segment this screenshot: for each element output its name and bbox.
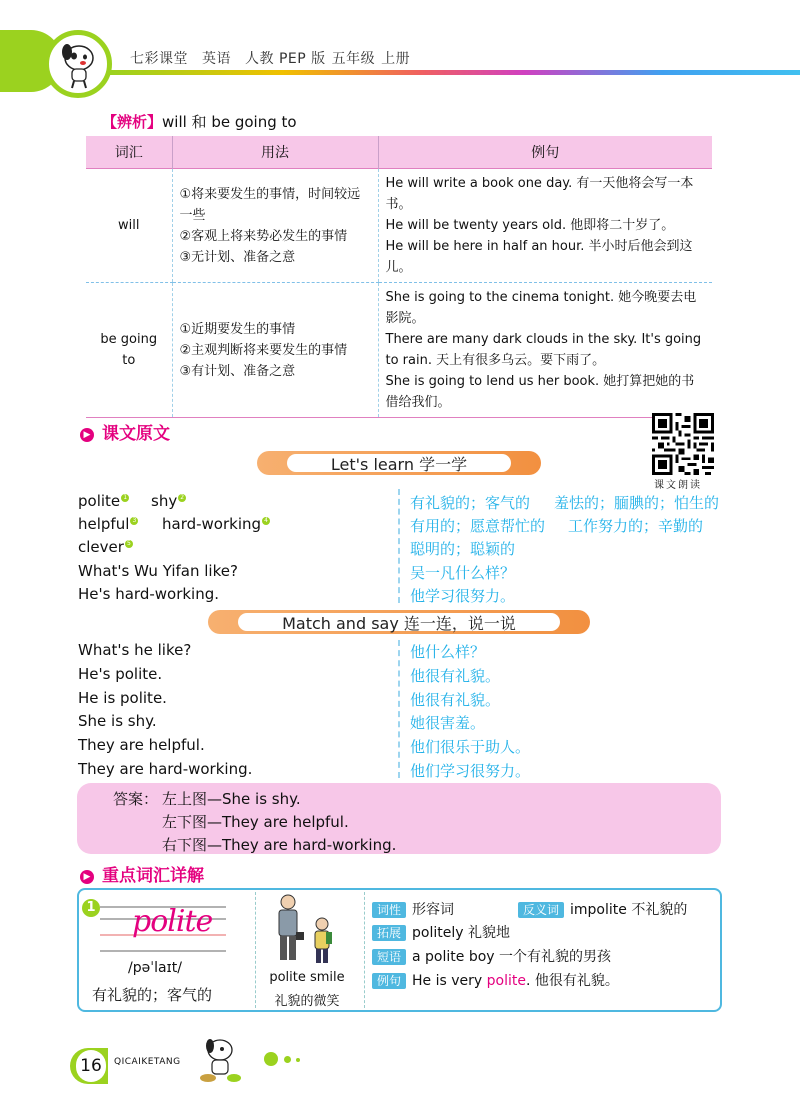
vocab-word: shy: [151, 492, 178, 510]
lets-learn-banner: [257, 451, 541, 475]
answer-sentence: They are helpful.: [222, 813, 349, 831]
translation: 他学习很努力。: [410, 587, 516, 605]
phrase-tag: 短语: [372, 949, 406, 965]
column-divider: [398, 640, 400, 778]
pos-tag: 词性: [372, 902, 406, 918]
footer-dot: [296, 1058, 300, 1062]
footer-dot: [284, 1056, 291, 1063]
header-series: 七彩课堂: [130, 51, 188, 67]
bianxi-heading: [102, 111, 297, 132]
example-line: She is going to the cinema tonight. 她今晚要去电影院。: [385, 290, 697, 326]
antonym-tag: 反义词: [518, 902, 564, 918]
vocab-entry: [78, 538, 133, 556]
header-subject: 英语: [202, 51, 231, 67]
page-number: 16: [76, 1050, 106, 1082]
header-grade: 五年级: [331, 51, 376, 67]
banner-text: Match and say 连一连，说一说: [282, 614, 516, 633]
translation: 他什么样？: [410, 643, 486, 661]
usage-line: ②主观判断将来要发生的事情: [179, 342, 348, 358]
usage-line: ③无计划、准备之意: [179, 249, 296, 265]
sentence: He's polite.: [78, 665, 163, 683]
footer-brand: QICAIKETANG: [114, 1057, 181, 1067]
usage-line: ②客观上将来势必发生的事情: [179, 228, 348, 244]
table-header-example: 例句: [378, 136, 712, 169]
answer-line: [162, 788, 301, 809]
vocab-phrase-row: [372, 946, 611, 966]
table-examples: [378, 283, 712, 418]
comparison-table: [86, 136, 712, 418]
sentence: She is shy.: [78, 712, 157, 730]
translation: 羞怯的；腼腆的；怕生的: [554, 494, 720, 512]
vocab-number-badge: 1: [82, 899, 100, 917]
usage-line: ③有计划、准备之意: [179, 363, 296, 379]
sentence: They are helpful.: [78, 736, 205, 754]
bianxi-bracket: 【辨析】: [102, 113, 163, 131]
table-term: will: [86, 169, 172, 283]
table-row: [86, 283, 712, 418]
translation: 她很害羞。: [410, 714, 486, 732]
answer-position: 左上图—: [162, 790, 223, 808]
answer-position: 右下图—: [162, 836, 223, 854]
example-highlight: polite: [486, 973, 526, 989]
vocab-example-row: [372, 970, 619, 990]
translation: 聪明的；聪颖的: [410, 540, 516, 558]
header-volume: 上册: [381, 51, 411, 67]
section-title: 重点词汇详解: [102, 866, 204, 886]
example-text: . 他很有礼貌。: [525, 973, 619, 989]
answer-label: 答案：: [113, 790, 159, 808]
table-header-usage: 用法: [172, 136, 378, 169]
note-number: 1: [121, 494, 129, 502]
table-header-term: 词汇: [86, 136, 172, 169]
phrase-value: a polite boy 一个有礼貌的男孩: [412, 949, 612, 965]
vocab-pos-row: [372, 899, 454, 919]
translation: 工作努力的；辛勤的: [568, 517, 704, 535]
ext-value: politely 礼貌地: [412, 925, 510, 941]
usage-line: ①将来要发生的事情，时间较远一些: [179, 186, 361, 223]
sentence: He is polite.: [78, 689, 167, 707]
note-number: 2: [178, 494, 186, 502]
table-examples: [378, 169, 712, 283]
sentence: He's hard-working.: [78, 585, 220, 603]
play-icon: ▶: [80, 870, 94, 884]
note-number: 3: [130, 517, 138, 525]
note-number: 4: [262, 517, 270, 525]
sentence: They are hard-working.: [78, 760, 253, 778]
header-edition: 人教 PEP 版: [245, 51, 326, 67]
qr-caption: 课文朗读: [654, 480, 702, 491]
header-title: [130, 48, 424, 68]
section-heading-text: [80, 419, 170, 444]
example-tag: 例句: [372, 973, 406, 989]
example-text: He is very: [412, 973, 487, 989]
table-usage: [172, 283, 378, 418]
note-number: 5: [125, 540, 133, 548]
table-row: [86, 169, 712, 283]
translation: 他们学习很努力。: [410, 762, 531, 780]
answer-position: 左下图—: [162, 813, 223, 831]
sentence: What's he like?: [78, 641, 192, 659]
qr-code-icon[interactable]: [652, 413, 714, 475]
card-divider: [255, 892, 256, 1008]
vocab-entry: [78, 515, 138, 533]
vocab-word: hard-working: [162, 515, 262, 533]
banner-text: Let's learn 学一学: [330, 455, 468, 474]
table-usage: [172, 169, 378, 283]
vocab-ext-row: [372, 922, 510, 942]
card-divider: [364, 892, 365, 1008]
footer-mascot-icon: [196, 1034, 246, 1084]
answer-line: [162, 834, 396, 855]
answer-sentence: She is shy.: [222, 790, 301, 808]
table-term: be going to: [86, 283, 172, 418]
translation: 有礼貌的；客气的: [410, 494, 531, 512]
vocab-entry: [78, 492, 129, 510]
translation: 他们很乐于助人。: [410, 738, 531, 756]
usage-line: ①近期要发生的事情: [179, 321, 296, 337]
translation: 有用的；愿意帮忙的: [410, 517, 546, 535]
pos-value: 形容词: [412, 902, 455, 918]
header-rainbow-bar: [110, 70, 800, 75]
translation: 他很有礼貌。: [410, 667, 501, 685]
column-divider: [398, 489, 400, 603]
example-line: He will be here in half an hour. 半小时后他会到这儿。: [385, 239, 693, 275]
section-heading-text: [80, 861, 204, 886]
vocab-meaning: 有礼貌的；客气的: [92, 986, 213, 1004]
vocab-word: clever: [78, 538, 124, 556]
translation: 吴一凡什么样？: [410, 564, 516, 582]
antonym-value: impolite 不礼貌的: [570, 902, 688, 918]
mascot-dog-icon: [52, 36, 106, 90]
example-line: He will write a book one day. 有一天他将会写一本书。: [385, 176, 694, 212]
vocab-entry: [162, 515, 270, 533]
answer-sentence: They are hard-working.: [222, 836, 397, 854]
example-line: He will be twenty years old. 他即将二十岁了。: [385, 218, 675, 233]
vocab-word-cursive: polite: [132, 904, 213, 939]
section-title: 课文原文: [102, 424, 170, 444]
polite-smile-illustration: [270, 892, 340, 966]
answer-line: [162, 811, 349, 832]
example-line: She is going to lend us her book. 她打算把她的书借给我们。: [385, 374, 695, 410]
image-caption-cn: 礼貌的微笑: [274, 994, 340, 1009]
sentence: What's Wu Yifan like?: [78, 562, 238, 580]
bianxi-title: will 和 be going to: [162, 113, 297, 131]
vocab-word: helpful: [78, 515, 130, 533]
translation: 他很有礼貌。: [410, 691, 501, 709]
footer-dot: [264, 1052, 278, 1066]
image-caption-en: polite smile: [269, 970, 345, 985]
example-line: There are many dark clouds in the sky. It's going to rain. 天上有很多乌云。要下雨了。: [385, 332, 702, 368]
match-say-banner: [208, 610, 590, 634]
vocab-phonetic: /pəˈlaɪt/: [128, 960, 182, 976]
vocab-antonym-row: [518, 899, 687, 919]
ext-tag: 拓展: [372, 925, 406, 941]
vocab-word: polite: [78, 492, 121, 510]
play-icon: ▶: [80, 428, 94, 442]
vocab-entry: [151, 492, 186, 510]
